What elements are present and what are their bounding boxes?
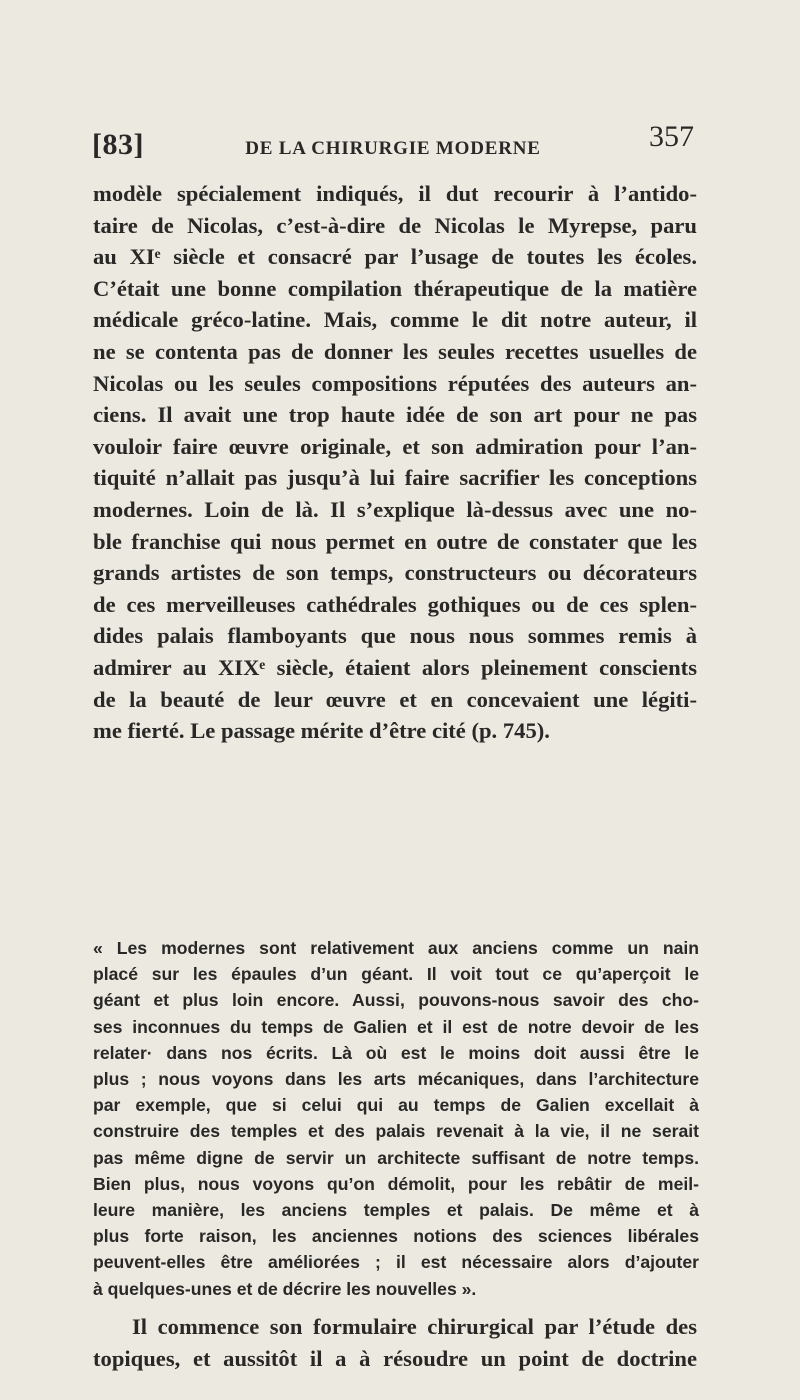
quote-line: « Les modernes sont relativement aux anciens comme un nain <box>93 938 699 958</box>
text-line: tiquité n’allait pas jusqu’à lui faire sacrifier les conceptions <box>93 465 697 491</box>
text-line: médicale gréco-latine. Mais, comme le dit notre auteur, il <box>93 307 697 333</box>
text-line: vouloir faire œuvre originale, et son admiration pour l’an- <box>93 433 697 459</box>
quote-line: à quelques-unes et de décrire les nouvelles ». <box>93 1278 477 1299</box>
quote-line: ses inconnues du temps de Galien et il est de notre devoir de les <box>93 1016 699 1037</box>
running-title: DE LA CHIRURGIE MODERNE <box>245 138 541 159</box>
text-line: de la beauté de leur œuvre et en concevaient une légiti- <box>93 686 697 712</box>
text-line: ne se contenta pas de donner les seules recettes usuelles de <box>93 338 697 364</box>
text-line: C’était une bonne compilation thérapeutique de la matière <box>93 275 697 301</box>
page-number: 357 <box>649 120 694 153</box>
text-line: de ces merveilleuses cathédrales gothiques ou de ces splen- <box>93 591 697 617</box>
text-line: taire de Nicolas, c’est-à-dire de Nicolas le Myrepse, paru <box>93 212 697 238</box>
text-line: me fierté. Le passage mérite d’être cité (p. 745). <box>93 718 550 744</box>
text-line: dides palais flamboyants que nous nous sommes remis à <box>93 623 697 649</box>
text-line: ble franchise qui nous permet en outre de constater que les <box>93 528 697 554</box>
quote-line: par exemple, que si celui qui au temps de Galien excellait à <box>93 1095 699 1116</box>
quote-line: Bien plus, nous voyons qu’on démolit, pour les rebâtir de meil- <box>93 1173 699 1194</box>
text-line: Nicolas ou les seules compositions réputées des auteurs an- <box>93 370 697 396</box>
quote-line: plus ; nous voyons dans les arts mécaniques, dans l’architecture <box>93 1069 699 1090</box>
quote-line: peuvent-elles être améliorées ; il est nécessaire alors d’ajouter <box>93 1252 699 1273</box>
page-header <box>92 122 694 166</box>
text-line: admirer au XIXᵉ siècle, étaient alors pleinement conscients <box>93 654 697 680</box>
quote-line: construire des temples et des palais revenait à la vie, il ne serait <box>93 1121 699 1142</box>
quote-line: leure manière, les anciens temples et palais. De même et à <box>93 1200 699 1221</box>
text-line: grands artistes de son temps, constructeurs ou décorateurs <box>93 560 697 586</box>
block-quote <box>93 935 699 1302</box>
page-reference: [83] <box>92 128 144 161</box>
quote-line: relater· dans nos écrits. Là où est le moins doit aussi être le <box>93 1042 699 1063</box>
text-line: Il commence son formulaire chirurgical par l’étude des <box>132 1314 697 1339</box>
text-line: topiques, et aussitôt il a à résoudre un point de doctrine <box>93 1346 697 1371</box>
text-line: ciens. Il avait une trop haute idée de son art pour ne pas <box>93 402 697 428</box>
paragraph-closing <box>93 1311 697 1375</box>
quote-line: géant et plus loin encore. Aussi, pouvons-nous savoir des cho- <box>93 990 699 1011</box>
paragraph-main <box>93 178 697 747</box>
text-line: au XIᵉ siècle et consacré par l’usage de toutes les écoles. <box>93 244 697 270</box>
quote-line: placé sur les épaules d’un géant. Il voit tout ce qu’aperçoit le <box>93 964 699 985</box>
text-line: modernes. Loin de là. Il s’explique là-dessus avec une no- <box>93 496 697 522</box>
quote-line: plus forte raison, les anciennes notions des sciences libérales <box>93 1226 699 1247</box>
text-line: modèle spécialement indiqués, il dut recourir à l’antido- <box>93 181 697 206</box>
quote-line: pas même digne de servir un architecte suffisant de notre temps. <box>93 1147 699 1168</box>
